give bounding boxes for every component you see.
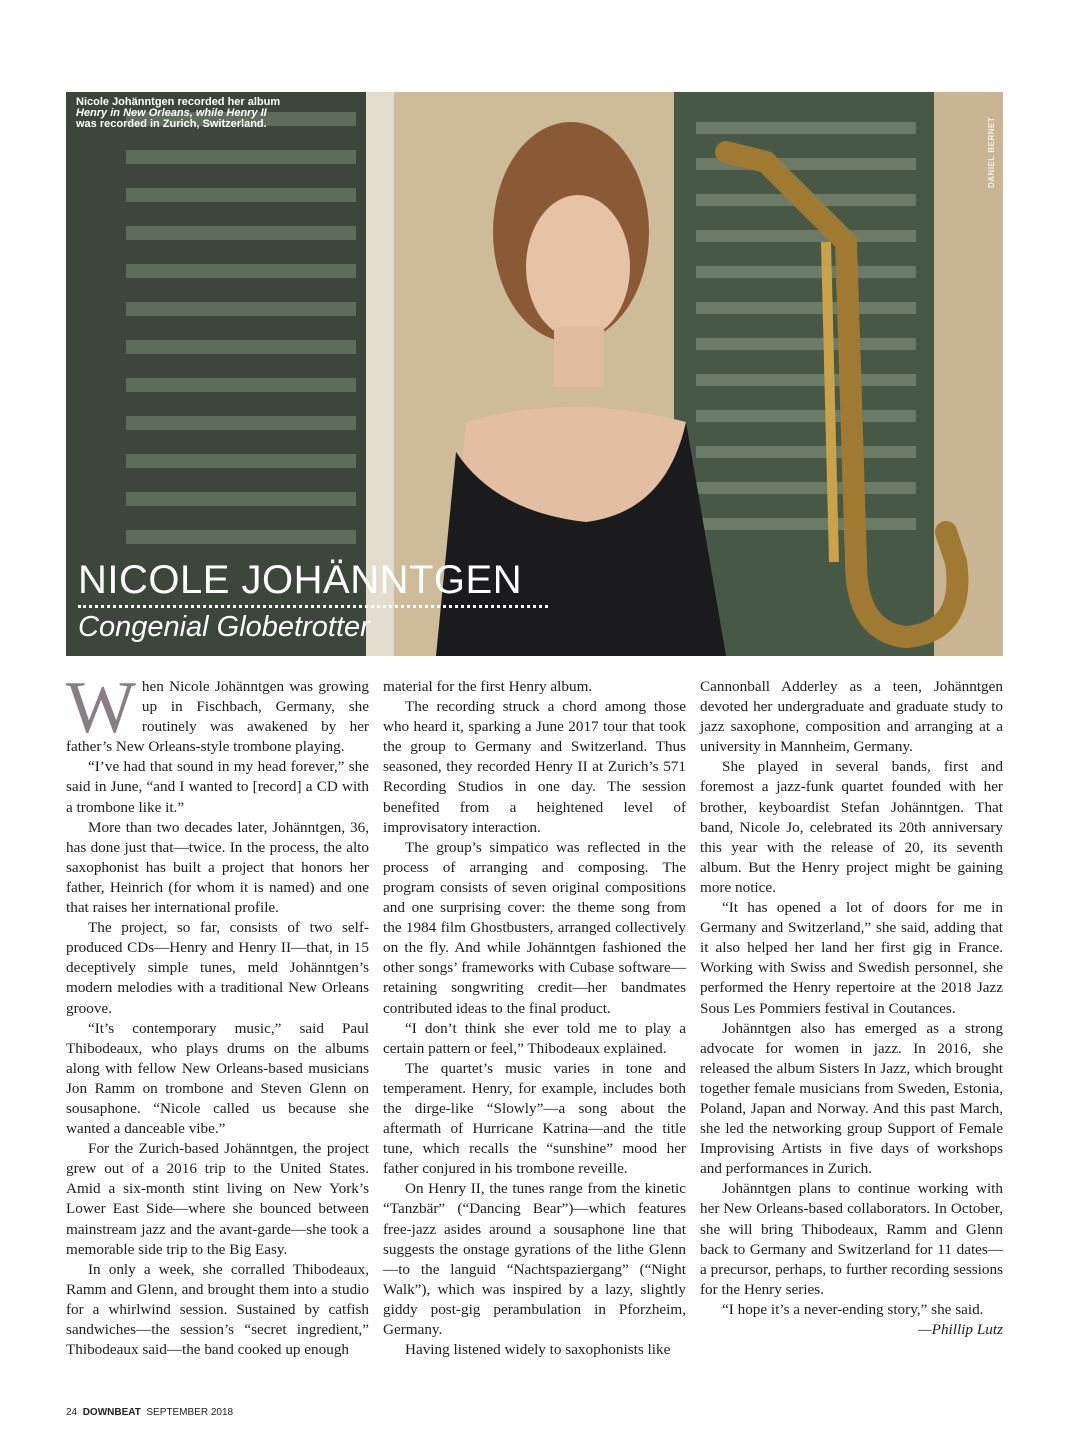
paragraph: “I hope it’s a never-ending story,” she said.: [722, 1300, 984, 1318]
feature-photo: [66, 92, 1003, 656]
paragraph: For the Zurich-based Johänntgen, the project grew out of a 2016 trip to the United States. Amid a six-month stint living on New York’s Lower East Side—where she bounced between mainstream jazz and the avant-garde—she took a memorable side trip to the Big Easy.: [66, 1140, 369, 1258]
paragraph: The group’s simpatico was reflected in the process of arranging and composing. The program consists of seven original compositions and one surprising cover: the theme song from the 1984 film Ghostbusters, arranged collectively on the fly. And while Johänntgen fashioned the other songs’ frameworks with Cubase software—retaining songwriting credit—her bandmates contributed ideas to the final product.: [383, 838, 686, 1017]
paragraph: Johänntgen also has emerged as a strong advocate for women in jazz. In 2016, she released the album Sisters In Jazz, which brought together female musicians from Sweden, Estonia, Poland, Japan and Norway. And this past March, she led the networking group Support of Female Improvising Artists in five days of workshops and performances in Zurich.: [700, 1019, 1003, 1178]
page-footer: [66, 1407, 233, 1418]
paragraph: Having listened widely to saxophonists like: [405, 1341, 671, 1359]
paragraph: She played in several bands, first and foremost a jazz-funk quartet founded with her brother, keyboardist Stefan Johänntgen. That band, Nicole Jo, celebrated its 20th anniversary this year with the release of 20, its seventh album. But the Henry project might be gaining more notice.: [700, 758, 1003, 896]
page-number: 24: [66, 1407, 78, 1418]
byline: —Phillip Lutz: [918, 1321, 1003, 1338]
paragraph: More than two decades later, Johänntgen, 36, has done just that—twice. In the process, the alto saxophonist has built a project that honors her father, Heinrich (for whom it is named) and one that raises her international profile.: [66, 818, 369, 917]
paragraph: “It has opened a lot of doors for me in Germany and Switzerland,” she said, adding that it also helped her land her first gig in France. Working with Swiss and Swedish personnel, she performed the Henry repertoire at the 2018 Jazz Sous Les Pommiers festival in Coutances.: [700, 899, 1003, 1017]
paragraph: The recording struck a chord among those who heard it, sparking a June 2017 tour that took the group to Germany and Switzerland. Thus seasoned, they recorded Henry II at Zurich’s 571 Recording Studios in one day. The session benefited from a heightened level of improvisatory interaction.: [383, 698, 686, 836]
paragraph: Johänntgen plans to continue working with her New Orleans-based collaborators. In October, she will bring Thibodeaux, Ramm and Glenn back to Germany and Switzerland for 11 dates—a precursor, perhaps, to further recording sessions for the Henry series.: [700, 1180, 1003, 1298]
article-column-3: [700, 677, 1003, 1340]
article-column-2: [383, 677, 686, 1360]
drop-cap: W: [66, 667, 136, 749]
paragraph: On Henry II, the tunes range from the kinetic “Tanzbär” (“Dancing Bear”)—which features free-jazz asides around a sousaphone line that suggests the onstage gyrations of the lithe Glenn—to the languid “Nachtspaziergang” (“Night Walk”), which was inspired by a lazy, slightly giddy post-gig perambulation in Pforzheim, Germany.: [383, 1180, 686, 1338]
paragraph: material for the first Henry album.: [383, 678, 593, 695]
caption-line-3: was recorded in Zurich, Switzerland.: [76, 118, 267, 130]
paragraph: “It’s contemporary music,” said Paul Thibodeaux, who plays drums on the albums along with fellow New Orleans-based musicians Jon Ramm on trombone and Steven Glenn on sousaphone. “Nicole called us because she wanted a danceable vibe.”: [66, 1019, 369, 1138]
paragraph: Cannonball Adderley as a teen, Johänntgen devoted her undergraduate and graduate study to jazz saxophone, composition and arranging at a university in Mannheim, Germany.: [700, 678, 1003, 756]
paragraph: [66, 667, 369, 757]
paragraph: “I don’t think she ever told me to play a certain pattern or feel,” Thibodeaux explained.: [383, 1019, 686, 1057]
photo-caption: [76, 97, 336, 130]
caption-line-2: Henry in New Orleans, while Henry II: [76, 107, 267, 119]
headline: NICOLE JOHÄNNTGEN: [78, 558, 523, 602]
caption-line-1: Nicole Johänntgen recorded her album: [76, 96, 281, 108]
paragraph: The quartet’s music varies in tone and temperament. Henry, for example, includes both the dirge-like “Slowly”—a song about the aftermath of Hurricane Katrina—and the title tune, which recalls the “sunshine” mood her father conjured in his trombone reveille.: [383, 1059, 686, 1178]
paragraph: In only a week, she corralled Thibodeaux, Ramm and Glenn, and brought them into a studio for a whirlwind session. Sustained by catfish sandwiches—the session’s “secret ingredient,” Thibodeaux said—the band cooked up enough: [66, 1260, 369, 1359]
paragraph: The project, so far, consists of two self-produced CDs—Henry and Henry II—that, in 15 deceptively simple tunes, meld Johänntgen’s modern melodies with a traditional New Orleans groove.: [66, 919, 369, 1017]
paragraph-text: hen Nicole Johänntgen was growing up in Fischbach, Germany, she routinely was awakened by her father’s New Orleans-style trombone playing.: [66, 678, 369, 756]
issue-date: SEPTEMBER 2018: [146, 1407, 234, 1418]
paragraph: “I’ve had that sound in my head forever,” she said in June, “and I wanted to [record] a CD with a trombone like it.”: [66, 758, 369, 816]
magazine-name: DOWNBEAT: [82, 1407, 141, 1418]
photo-credit: DANIEL BERNET: [987, 116, 996, 188]
deck-subtitle: Congenial Globetrotter: [78, 611, 370, 643]
article-column-1: [66, 667, 369, 1360]
headline-divider: [78, 605, 548, 608]
